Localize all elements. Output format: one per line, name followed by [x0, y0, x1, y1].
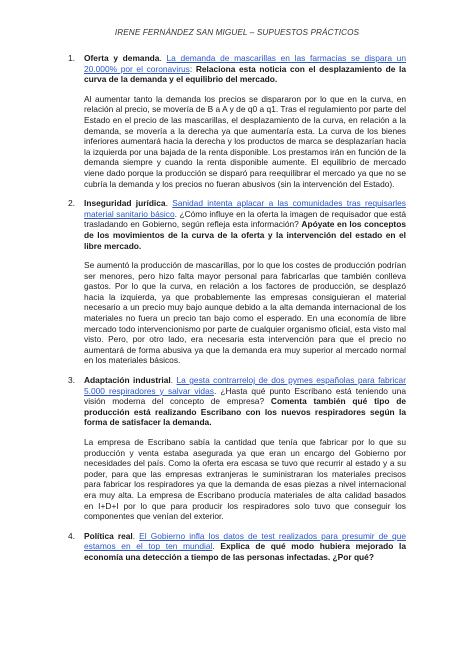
question-text: Apóyate en los conceptos de los movimientos de la curva de la oferta y la intervención del estado en el libre mercado.	[84, 219, 406, 251]
topic-label: Adaptación industrial	[84, 375, 171, 386]
topic-separator: .	[132, 530, 140, 541]
item-number: 2.	[68, 198, 75, 209]
question-intro: :	[189, 63, 196, 74]
exercise-question	[84, 198, 406, 251]
exercise-item-4	[68, 531, 406, 563]
exercise-question	[84, 531, 406, 563]
exercise-question	[84, 375, 406, 428]
answer-paragraph: La empresa de Escribano sabía la cantidad que tenía que fabricar por lo que su producción y venta estaba asegurada ya que eran un encargo del Gobierno por necesidades del país. Como la oferta era escasa se tuvo que recurrir al estado y a su poder, para que las empresas extranjeras le suministraran los materiales precisos para fabricar los respiradores ya que la demanda de esas piezas a nivel internacional era muy alta. La empresa de Escribano producía materiales de alta calidad basados en I+D+I por lo que para producir los respiradores solo tuvo que conseguir los componentes que venían del exterior.	[84, 437, 406, 522]
exercise-item-1	[68, 53, 406, 189]
topic-label: Oferta y demanda	[84, 53, 160, 63]
topic-label: Política real	[84, 530, 133, 541]
topic-separator: .	[159, 53, 167, 63]
news-link[interactable]: La demanda de mascarillas en las farmacias se dispara un 20.000% por el coronavirus	[84, 53, 407, 74]
question-intro: . ¿Hasta qué punto Escribano está teniendo una visión moderna del concepto de empresa?	[84, 385, 406, 407]
item-number: 3.	[68, 375, 75, 386]
question-intro: .	[212, 541, 221, 552]
question-intro: . ¿Cómo influye en la oferta la imagen de requisador que está trasladando en Gobierno, según refleja esta información?	[84, 208, 406, 230]
answer-paragraph: Se aumentó la producción de mascarillas, por lo que los costes de producción podrían ser menores, pero hizo falta mayor personal para fabricarlas que también conlleva gastos. Por lo que la curva, en relación a los factores de producción, se desplazó hacia la izquierda, ya que probablemente las empresas consiguieran el material necesario a un precio muy bajo aunque debido a la alta demanda internacional de los materiales no fuera un precio tan bajo como el esperado. En una economía de libre mercado todo intervencionismo por parte de cualquier organismo oficial, esta visto mal visto. Pero, por otro lado, era necesaria esta intervención para que el precio no aumentará de forma abusiva ya que la demanda era muy superior al mercado normal en los materiales básicos.	[84, 260, 406, 366]
question-text: Explica de qué modo hubiera mejorado la economía una detección a tiempo de las personas infectadas. ¿Por qué?	[84, 541, 406, 562]
news-link[interactable]: Sanidad intenta aplacar a las comunidades tras requisarles material sanitario básico	[84, 198, 406, 219]
exercise-item-2	[68, 198, 406, 366]
question-text: Relaciona esta noticia con el desplazamiento de la curva de la demanda y el equilibrio del mercado.	[84, 63, 406, 85]
topic-separator: .	[170, 375, 177, 386]
question-text: Comenta también qué tipo de producción está realizando Escribano con los nuevos respiradores según la forma de satisfacer la demanda.	[84, 396, 406, 428]
item-number: 4.	[68, 530, 75, 541]
page-header: IRENE FERNÁNDEZ SAN MIGUEL – SUPUESTOS PRÁCTICOS	[114, 28, 360, 37]
topic-separator: .	[165, 198, 173, 209]
item-number: 1.	[68, 53, 75, 63]
news-link[interactable]: El Gobierno infla los datos de test realizados para presumir de que estamos en el top ten mundial	[84, 530, 407, 552]
answer-paragraph: Al aumentar tanto la demanda los precios se dispararon por lo que en la curva, en relación al precio, se movería de B a A y de q0 a q1. Tras el regulamiento por parte del Estado en el precio de las mascarillas, el desplazamiento de la curva, en relación a la demanda, se movería a la derecha ya que aumentaría esta. La curva de los bienes inferiores aumentará hacia la derecha y los productos de marca se desplazarían hacia la izquierda por una bajada de la renta disponible. Los prestamos irán en función de la demanda siempre y cuando la renta disponible aumente. El equilibrio de mercado viene dado porque la producción se disparó para reequilibrar el mercado ya que no se cubría la demanda y los precios no fueran abusivos (sin la intervención del Estado).	[84, 93, 406, 189]
exercise-question	[84, 53, 406, 85]
exercise-list	[68, 53, 406, 563]
news-link[interactable]: La gesta contrarreloj de dos pymes españolas para fabricar 5.000 respiradores y salvar vidas	[84, 375, 407, 396]
exercise-item-3	[68, 375, 406, 522]
topic-label: Inseguridad jurídica	[84, 198, 166, 209]
